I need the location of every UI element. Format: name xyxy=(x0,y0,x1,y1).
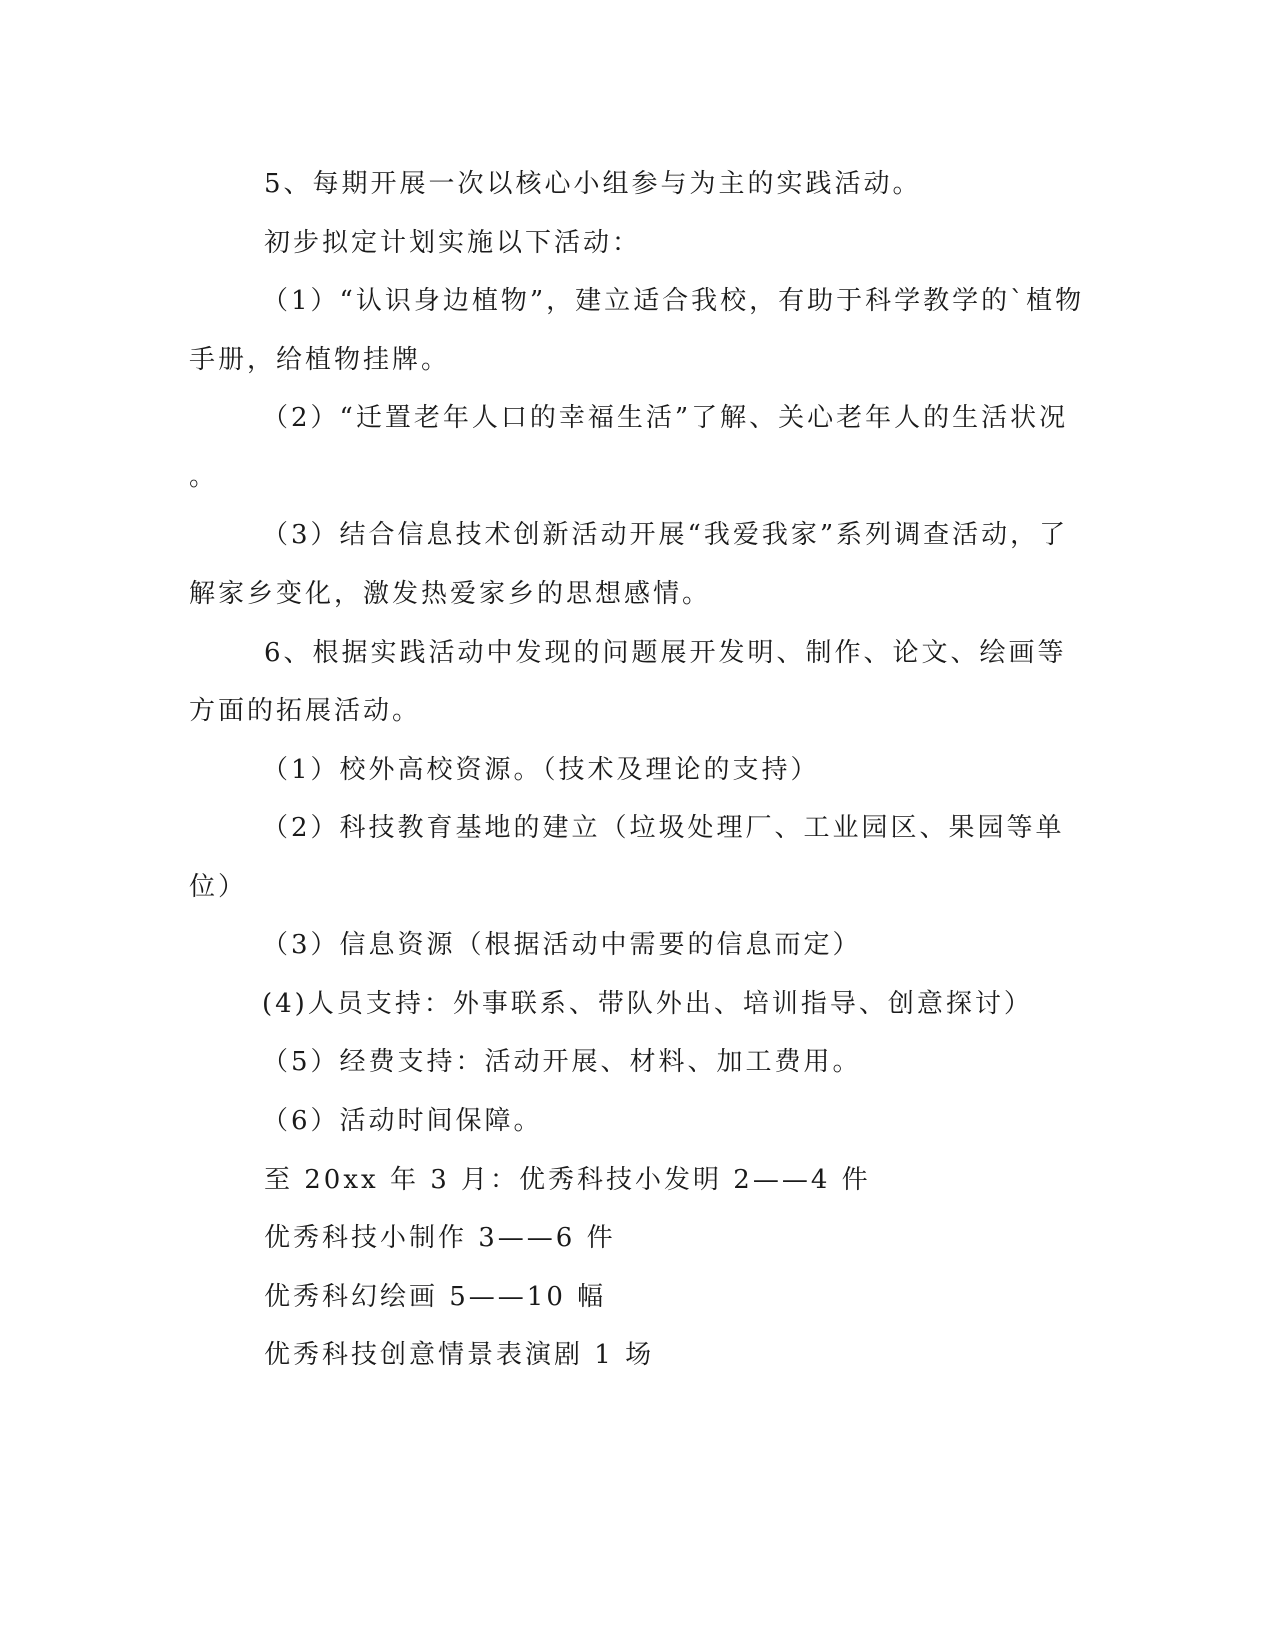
resource-2-line-2: 位） xyxy=(189,872,248,902)
activity-1-line-1: （1）“认识身边植物”，建立适合我校，有助于科学教学的`植物 xyxy=(262,286,1085,316)
activity-1-line-2: 手册，给植物挂牌。 xyxy=(189,345,451,375)
resource-5: （5）经费支持：活动开展、材料、加工费用。 xyxy=(262,1047,862,1077)
resource-4: (4)人员支持：外事联系、带队外出、培训指导、创意探讨） xyxy=(262,989,1033,1019)
resource-2-line-1: （2）科技教育基地的建立（垃圾处理厂、工业园区、果园等单 xyxy=(262,813,1065,843)
paragraph-item-6-line-1: 6、根据实践活动中发现的问题展开发明、制作、论文、绘画等 xyxy=(264,638,1067,668)
resource-3: （3）信息资源（根据活动中需要的信息而定） xyxy=(262,930,862,960)
goal-productions: 优秀科技小制作 3——6 件 xyxy=(264,1223,616,1253)
goal-paintings: 优秀科幻绘画 5——10 幅 xyxy=(264,1282,607,1312)
activity-3-line-2: 解家乡变化，激发热爱家乡的思想感情。 xyxy=(189,579,712,609)
resource-6: （6）活动时间保障。 xyxy=(262,1106,543,1136)
paragraph-item-6-line-2: 方面的拓展活动。 xyxy=(189,696,422,726)
activity-2-line-1: （2）“迁置老年人口的幸福生活”了解、关心老年人的生活状况 xyxy=(262,403,1069,433)
paragraph-item-5: 5、每期开展一次以核心小组参与为主的实践活动。 xyxy=(264,169,922,199)
resource-1: （1）校外高校资源。（技术及理论的支持） xyxy=(262,755,820,785)
activity-2-line-2: 。 xyxy=(189,462,219,492)
goal-drama: 优秀科技创意情景表演剧 1 场 xyxy=(264,1340,655,1370)
paragraph-plan-intro: 初步拟定计划实施以下活动： xyxy=(264,228,642,258)
activity-3-line-1: （3）结合信息技术创新活动开展“我爱我家”系列调查活动，了 xyxy=(262,520,1069,550)
goal-inventions: 至 20xx 年 3 月：优秀科技小发明 2——4 件 xyxy=(264,1165,871,1195)
